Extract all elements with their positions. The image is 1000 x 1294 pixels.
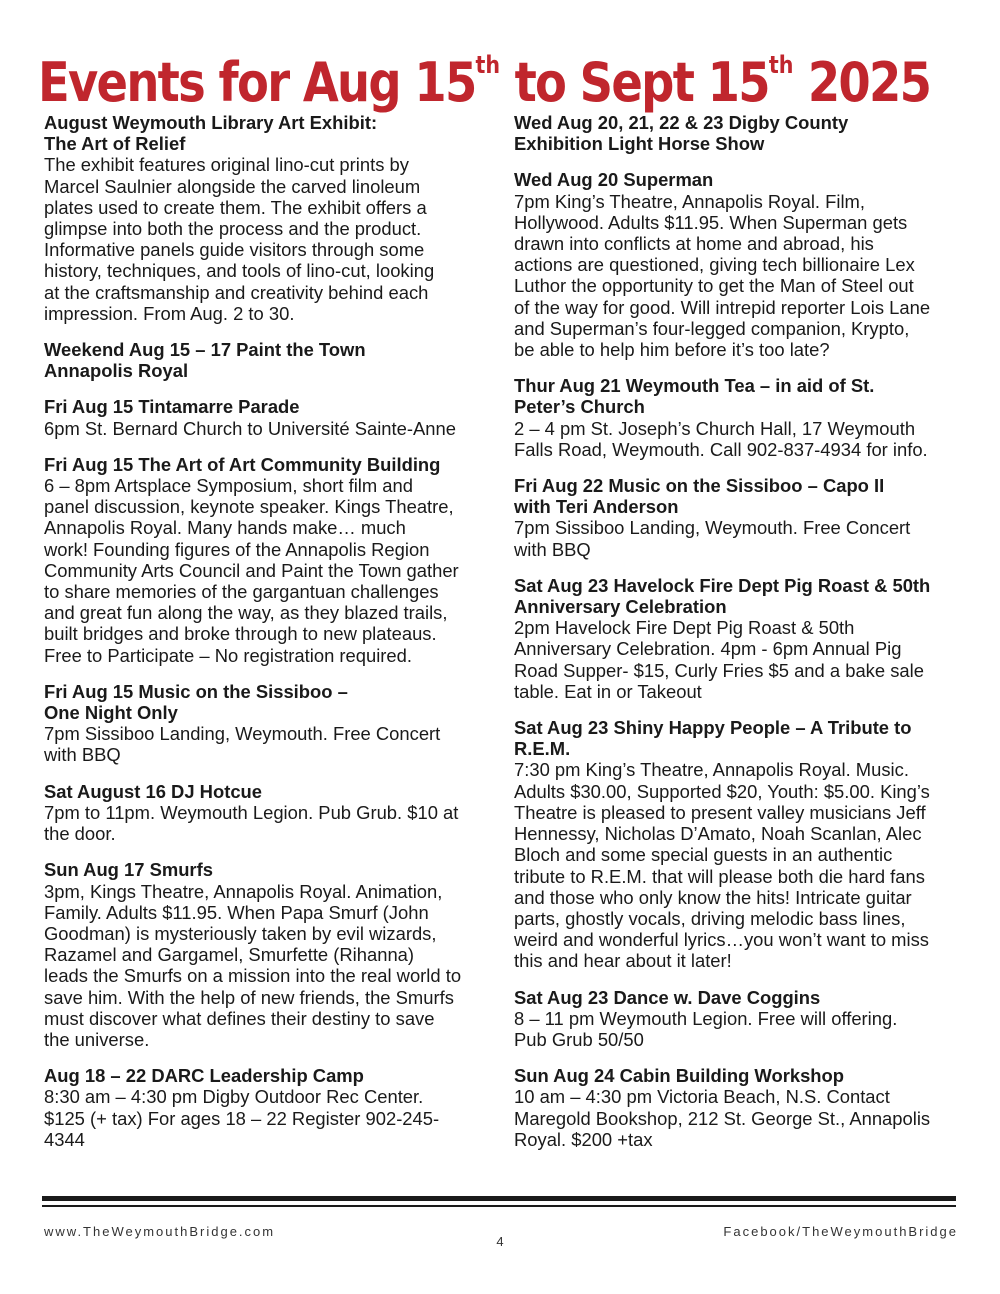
event-item bbox=[514, 475, 964, 560]
event-item bbox=[44, 681, 494, 766]
event-item bbox=[44, 396, 494, 438]
event-item bbox=[44, 859, 494, 1050]
footer-divider bbox=[42, 1196, 956, 1201]
event-item bbox=[44, 1065, 494, 1150]
footer-facebook: Facebook/TheWeymouthBridge bbox=[723, 1224, 958, 1239]
event-description: 7pm King’s Theatre, Annapolis Royal. Film, Hollywood. Adults $11.95. When Superman gets drawn into conflicts at home and abroad, his actions are questioned, giving tech billionaire Lex Luthor the opportunity to get the Man of Steel out of the way for good. Will intrepid reporter Lois Lane and Superman’s four-legged companion, Krypto, be able to help him before it’s too late? bbox=[514, 190, 931, 361]
event-title: Sat Aug 23 Havelock Fire Dept Pig Roast & 50th Anniversary Celebration bbox=[514, 574, 931, 618]
event-description: 7pm Sissiboo Landing, Weymouth. Free Concert with BBQ bbox=[514, 517, 911, 560]
event-item bbox=[514, 112, 964, 154]
event-description: 2 – 4 pm St. Joseph’s Church Hall, 17 Weymouth Falls Road, Weymouth. Call 902-837-4934 for info. bbox=[514, 417, 928, 460]
event-title: Fri Aug 15 The Art of Art Community Building bbox=[44, 453, 441, 475]
event-description: 10 am – 4:30 pm Victoria Beach, N.S. Contact Maregold Bookshop, 212 St. George St., Annapolis Royal. $200 +tax bbox=[514, 1086, 931, 1150]
event-item bbox=[514, 575, 964, 702]
event-title: Sun Aug 17 Smurfs bbox=[44, 859, 213, 881]
title-text: Events for Aug 15 bbox=[38, 51, 476, 114]
event-item bbox=[514, 169, 964, 360]
event-title: Fri Aug 15 Music on the Sissiboo – One Night Only bbox=[44, 680, 348, 724]
event-description: The exhibit features original lino-cut prints by Marcel Saulnier alongside the carved linoleum plates used to create them. The exhibit offers a glimpse into both the process and the product. Informative panels guide visitors through some history, techniques, and tools of lino-cut, looking at the craftsmanship and creativity behind each impression. From Aug. 2 to 30. bbox=[44, 154, 435, 324]
event-title: Sat August 16 DJ Hotcue bbox=[44, 780, 263, 802]
event-title: Aug 18 – 22 DARC Leadership Camp bbox=[44, 1065, 364, 1087]
event-title: Thur Aug 21 Weymouth Tea – in aid of St. Peter’s Church bbox=[514, 375, 875, 418]
event-description: 7pm Sissiboo Landing, Weymouth. Free Concert with BBQ bbox=[44, 723, 441, 766]
event-description: 6pm St. Bernard Church to Université Sainte-Anne bbox=[44, 417, 456, 439]
events-column-right bbox=[514, 112, 964, 1165]
events-column-left bbox=[44, 112, 494, 1165]
event-title: Sun Aug 24 Cabin Building Workshop bbox=[514, 1065, 845, 1087]
title-text: to Sept 15 bbox=[500, 51, 769, 114]
event-title: Wed Aug 20 Superman bbox=[514, 169, 714, 191]
event-title: August Weymouth Library Art Exhibit: The Art of Relief bbox=[44, 112, 378, 155]
event-description: 3pm, Kings Theatre, Annapolis Royal. Animation, Family. Adults $11.95. When Papa Smurf (John Goodman) is mysteriously taken by evil wizards, Razamel and Gargamel, Smurfette (Rihanna) leads the Smurfs on a mission into the real world to save him. With the help of new friends, the Smurfs must discover what defines their destiny to save the universe. bbox=[44, 880, 462, 1050]
event-description: 7pm to 11pm. Weymouth Legion. Pub Grub. $10 at the door. bbox=[44, 801, 459, 845]
event-item bbox=[44, 112, 494, 324]
title-text: 2025 bbox=[793, 51, 931, 114]
page-number: 4 bbox=[496, 1234, 504, 1249]
event-item bbox=[44, 454, 494, 666]
event-item bbox=[44, 339, 494, 381]
event-description: 2pm Havelock Fire Dept Pig Roast & 50th Anniversary Celebration. 4pm - 6pm Annual Pig Road Supper- $15, Curly Fries $5 and a bake sale table. Eat in or Takeout bbox=[514, 617, 924, 702]
event-item bbox=[514, 1065, 964, 1150]
event-description: 7:30 pm King’s Theatre, Annapolis Royal. Music. Adults $30.00, Supported $20, Youth: $5.00. King’s Theatre is pleased to present valley musicians Jeff Hennessy, Nicholas D’Amato, Noah Scanlan, Alec Bloch and some special guests in an authentic tribute to R.E.M. that will please both die hard fans and those who only know the hits! Intricate guitar parts, ghostly vocals, driving melodic bass lines, weird and wonderful lyrics…you won’t want to miss this and hear about it later! bbox=[514, 759, 930, 972]
event-title: Weekend Aug 15 – 17 Paint the Town Annapolis Royal bbox=[44, 339, 366, 382]
event-title: Fri Aug 22 Music on the Sissiboo – Capo II with Teri Anderson bbox=[514, 475, 885, 518]
event-title: Sat Aug 23 Shiny Happy People – A Tribute to R.E.M. bbox=[514, 717, 912, 760]
event-description: 8 – 11 pm Weymouth Legion. Free will offering. Pub Grub 50/50 bbox=[514, 1007, 898, 1050]
title-superscript: th bbox=[475, 51, 501, 79]
event-title: Fri Aug 15 Tintamarre Parade bbox=[44, 396, 300, 418]
event-title: Wed Aug 20, 21, 22 & 23 Digby County Exhibition Light Horse Show bbox=[514, 112, 849, 155]
event-title: Sat Aug 23 Dance w. Dave Coggins bbox=[514, 986, 821, 1008]
footer-divider bbox=[42, 1205, 956, 1207]
event-item bbox=[514, 987, 964, 1051]
event-item bbox=[44, 781, 494, 845]
title-superscript: th bbox=[768, 51, 794, 79]
event-item bbox=[514, 375, 964, 460]
event-item bbox=[514, 717, 964, 971]
event-description: 8:30 am – 4:30 pm Digby Outdoor Rec Center. $125 (+ tax) For ages 18 – 22 Register 902-245- 4344 bbox=[44, 1086, 440, 1150]
footer-website: www.TheWeymouthBridge.com bbox=[44, 1224, 276, 1239]
event-description: 6 – 8pm Artsplace Symposium, short film and panel discussion, keynote speaker. Kings Theatre, Annapolis Royal. Many hands make… much work! Founding figures of the Annapolis Region Community Arts Council and Paint the Town gather to share memories of the gargantuan challenges and great fun along the way, as they blazed trails, built bridges and broke through to new plateaus. Free to Participate – No registration required. bbox=[44, 475, 459, 666]
page-title bbox=[38, 30, 930, 118]
